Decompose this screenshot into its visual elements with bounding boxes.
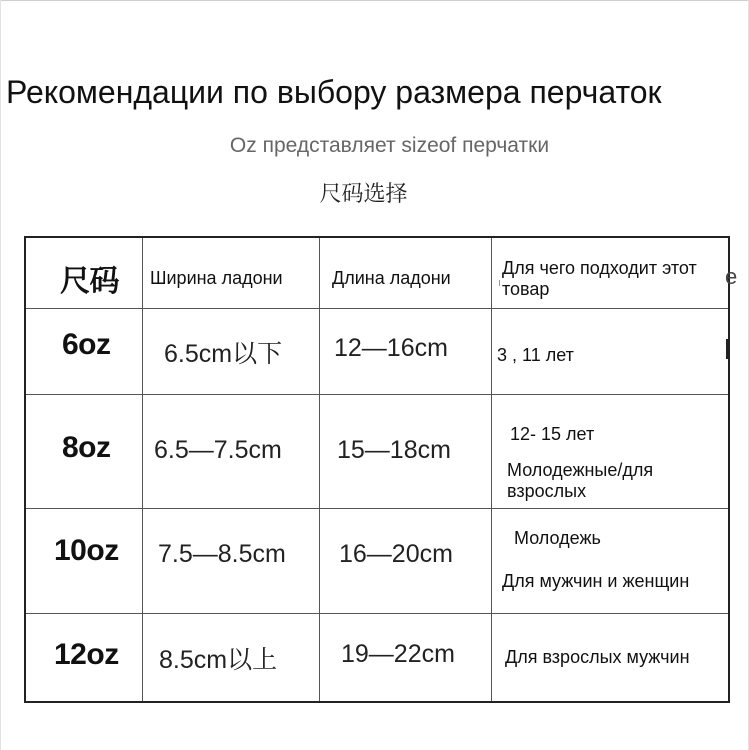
row-divider — [26, 508, 728, 509]
suitable-for-group-cell: Молодежные/для взрослых — [507, 460, 654, 501]
header-palm-length: Длина ладони — [332, 268, 451, 288]
palm-width-cell: 6.5cm以下 — [164, 340, 283, 368]
suitable-for-age-cell: Молодежь — [514, 528, 601, 548]
palm-length-cell: 16—20cm — [339, 540, 453, 568]
size-chart-table — [24, 236, 730, 703]
row-divider — [26, 394, 728, 395]
header-suitable-for: Для чего подходит этот товар — [502, 258, 697, 299]
header-size: 尺码 — [60, 265, 119, 298]
size-cell: 12oz — [54, 638, 119, 671]
row-divider — [26, 613, 728, 614]
palm-length-cell: 15—18cm — [337, 436, 451, 464]
page-title: Рекомендации по выбору размера перчаток — [6, 74, 662, 110]
overlap-artifact-glyph: e — [725, 264, 738, 289]
palm-width-cell: 8.5cm以上 — [159, 646, 278, 674]
overlap-artifact-tick — [499, 280, 500, 286]
suitable-for-cell: 3 , 11 лет — [497, 345, 574, 365]
size-cell: 8oz — [62, 431, 111, 464]
palm-length-cell: 12—16cm — [334, 334, 448, 362]
size-cell: 6oz — [62, 328, 111, 361]
suitable-for-age-cell: 12- 15 лет — [510, 424, 595, 444]
frame-top-border — [0, 0, 749, 1]
palm-length-cell: 19—22cm — [341, 640, 455, 668]
size-cell: 10oz — [54, 534, 119, 567]
palm-width-cell: 7.5—8.5cm — [158, 540, 286, 568]
suitable-for-group-cell: Для мужчин и женщин — [502, 571, 690, 591]
row-divider — [26, 308, 728, 309]
size-selection-heading: 尺码选择 — [319, 181, 408, 206]
page-subtitle: Oz представляет sizeof перчатки — [229, 134, 550, 157]
header-palm-width: Ширина ладони — [150, 268, 283, 288]
overlap-artifact-bar — [726, 339, 728, 359]
frame-left-border — [0, 0, 1, 750]
palm-width-cell: 6.5—7.5cm — [154, 436, 282, 464]
suitable-for-cell: Для взрослых мужчин — [505, 647, 690, 667]
